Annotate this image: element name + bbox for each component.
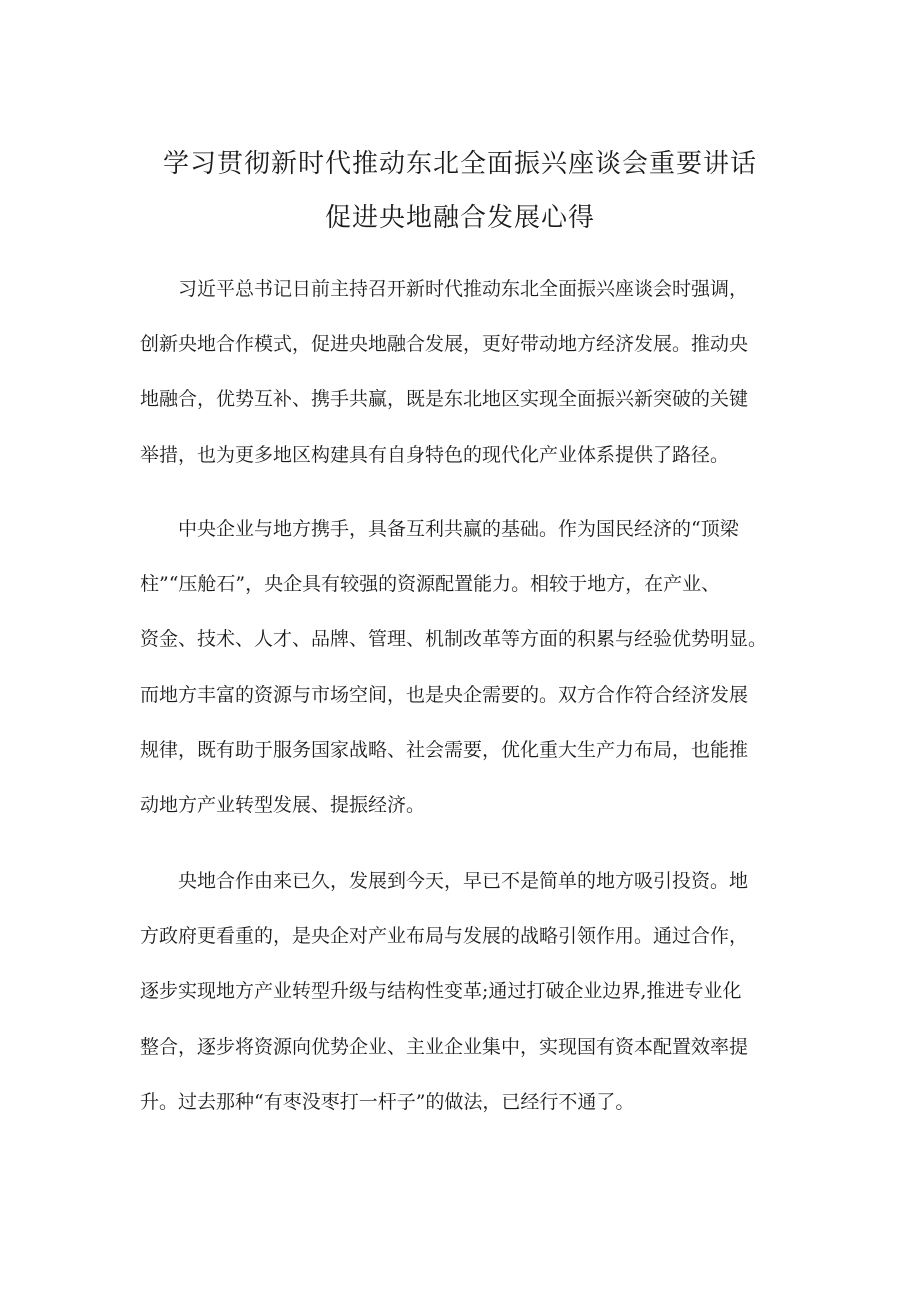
paragraph-3 [140,854,790,1130]
paragraph-line: 习近平总书记日前主持召开新时代推动东北全面振兴座谈会时强调， [178,278,749,300]
paragraph-line: 动地方产业转型发展、提振经济。 [140,793,426,816]
paragraph-line: 整合，逐步将资源向优势企业、主业企业集中，实现国有资本配置效率提 [140,1035,749,1058]
paragraph-line: 而地方丰富的资源与市场空间，也是央企需要的。双方合作符合经济发展 [140,683,749,706]
paragraph-line: 央地合作由来已久，发展到今天，早已不是简单的地方吸引投资。地 [178,870,749,892]
paragraph-line: 中央企业与地方携手，具备互利共赢的基础。作为国民经济的“顶梁 [178,518,739,540]
paragraph-line: 地融合，优势互补、携手共赢，既是东北地区实现全面振兴新突破的关键 [140,388,749,411]
paragraph-line: 资金、技术、人才、品牌、管理、机制改革等方面的积累与经验优势明显。 [140,628,768,651]
paragraph-line: 方政府更看重的，是央企对产业布局与发展的战略引领作用。通过合作， [140,925,749,948]
document-title-line-2: 促进央地融合发展心得 [324,203,595,233]
paragraph-2 [140,502,790,833]
paragraph-line: 举措，也为更多地区构建具有自身特色的现代化产业体系提供了路径。 [140,443,730,466]
paragraph-line: 柱”“压舱石”，央企具有较强的资源配置能力。相较于地方，在产业、 [140,573,721,596]
paragraph-line: 创新央地合作模式，促进央地融合发展，更好带动地方经济发展。推动央 [140,333,749,356]
paragraph-line: 升。过去那种“有枣没枣打一杆子”的做法，已经行不通了。 [140,1090,635,1113]
document-title-line-1: 学习贯彻新时代推动东北全面振兴座谈会重要讲话 [162,149,757,179]
paragraph-line: 规律，既有助于服务国家战略、社会需要，优化重大生产力布局，也能推 [140,738,749,761]
paragraph-1 [140,262,790,483]
paragraph-line: 逐步实现地方产业转型升级与结构性变革;通过打破企业边界,推进专业化 [140,980,742,1003]
